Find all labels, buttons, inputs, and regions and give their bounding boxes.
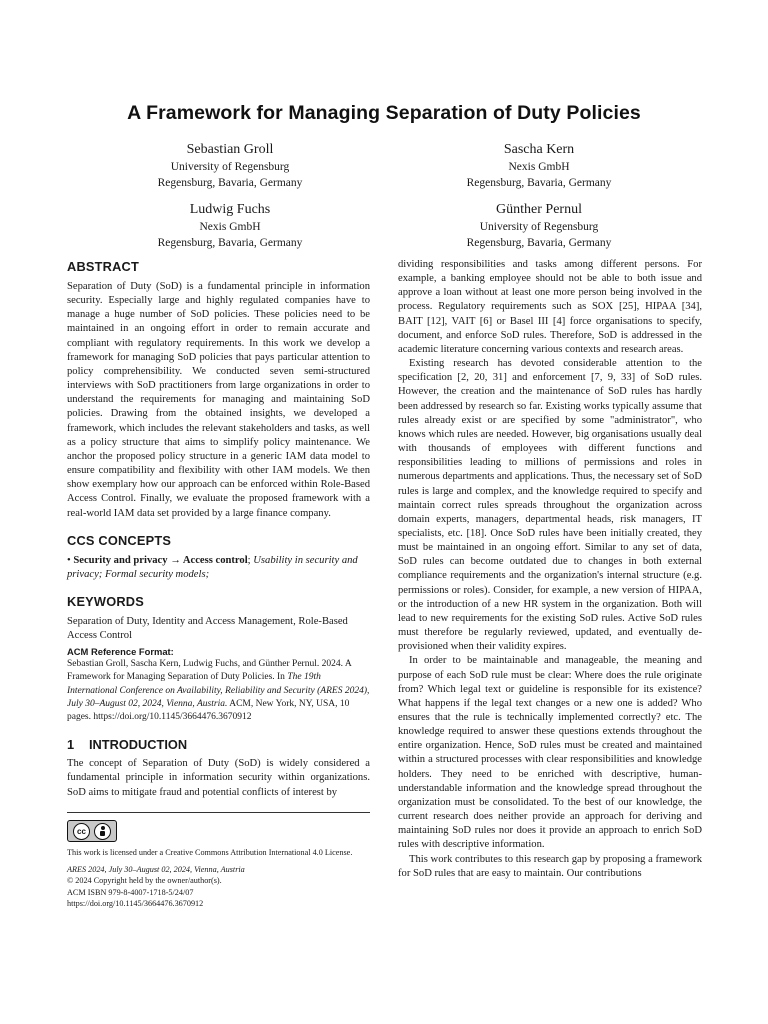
isbn-text: ACM ISBN 979-8-4007-1718-5/24/07 (67, 887, 194, 897)
footnote-block (67, 812, 370, 909)
doi-link[interactable]: https://doi.org/10.1145/3664476.3670912 (67, 898, 204, 908)
ccs-bullet: • (67, 554, 71, 566)
ccs-heading: CCS CONCEPTS (67, 532, 172, 548)
author-location: Regensburg, Bavaria, Germany (466, 237, 612, 249)
author-block-3 (100, 200, 360, 251)
ccs-separator: ; (247, 554, 251, 566)
author-location: Regensburg, Bavaria, Germany (157, 237, 303, 249)
acm-reference-venue: The 19th International Conference on Availability, Reliability and Security (ARES 2024), July 30–August 02, 2024, Vienna, Austria. (67, 672, 370, 709)
attribution-icon (94, 823, 111, 840)
left-column (67, 258, 370, 800)
author-block-4 (409, 200, 669, 251)
author-affiliation: Nexis GmbH (508, 161, 570, 173)
author-affiliation: Nexis GmbH (199, 221, 261, 233)
section-title: INTRODUCTION (89, 737, 188, 753)
paper-title: A Framework for Managing Separation of Duty Policies (127, 102, 641, 124)
body-paragraph: Existing research has devoted considerable attention to the specification [2, 20, 31] and enforcement [7, 9, 33] of SoD rules. However, the creation and the maintenance of SoD rules has hardly been addressed by research so far. Existing works typically assume that rules already exist or are specified by some "administrator", who knows which rules are needed. However, big organisations usually deal with thousands of employees with different functions and responsibilities leading to millions of permissions and roles in numerous departments and applications. Thus, the necessary set of SoD rules is large and complex, and the knowledge required to specify and maintain correct rules spreads throughout the organization across domain experts, managers, departmental heads, risk managers, IT specialists, etc. [18]. Once SoD rules have been initially created, they must be maintained in an ongoing effort. Similar to any set of data, SoD rules can become outdated due to changes in both external compliance requirements and the organization's internal structure (e.g. permissions or roles). Consider, for example, a new version of HIPAA, or the introduction of a new HR system in the organization. Both will lead to new requirements for the existing SoD rules. Active SoD rules must therefore be regularly reviewed, updated, and eventually de-provisioned when their validity expires. (398, 358, 702, 653)
author-location: Regensburg, Bavaria, Germany (157, 177, 303, 189)
body-paragraph: In order to be maintainable and manageable, the meaning and purpose of each SoD rule must be clear: Where does the rule originate from? Which legal text or guideline is responsible for its existence? What happens if the legal text changes or a new one is added? Who ensures that the rule is technically implemented correctly? etc. The knowledge required to answer these questions extends throughout the entire organization. Hence, SoD rules must be created and maintained within a structured processes with clear responsibilities and knowledge holders. They need to be enriched with descriptive, human-understandable information and the knowledge spread throughout the organization must be consolidated. To the best of our knowledge, the current research does neither provide an approach for deriving and maintaining SoD rules nor does it provide an approach to enrich SoD rules with descriptive information. (398, 655, 702, 851)
keywords-text: Separation of Duty, Identity and Access Management, Role-Based Access Control (67, 615, 348, 642)
abstract-heading: ABSTRACT (67, 259, 139, 274)
author-name: Ludwig Fuchs (189, 202, 271, 217)
author-affiliation: University of Regensburg (170, 161, 290, 173)
author-name: Sebastian Groll (186, 142, 274, 157)
cc-icon: cc (73, 823, 90, 840)
keywords-heading: KEYWORDS (67, 593, 144, 609)
acm-reference-heading: ACM Reference Format: (67, 646, 174, 658)
author-block-2 (409, 140, 669, 191)
author-affiliation: University of Regensburg (479, 221, 599, 233)
body-paragraph: This work contributes to this research gap by proposing a framework for SoD rules that are easy to maintain. Our contributions (398, 853, 702, 879)
license-text: This work is licensed under a Creative Commons Attribution International 4.0 License. (67, 848, 353, 857)
introduction-heading (67, 736, 370, 754)
cc-license-badge[interactable] (67, 820, 117, 842)
author-location: Regensburg, Bavaria, Germany (466, 177, 612, 189)
ccs-concept: Security and privacy → Access control (73, 554, 248, 566)
section-number: 1 (67, 737, 75, 753)
ccs-subconcepts: Usability in security and privacy; Formal security models; (67, 554, 358, 580)
conference-info: ARES 2024, July 30–August 02, 2024, Vienna, Austria (67, 865, 245, 875)
author-name: Günther Pernul (496, 202, 582, 217)
ccs-text (67, 554, 370, 582)
acm-reference-publisher: ACM, New York, NY, USA, 10 pages. https://doi.org/10.1145/3664476.3670912 (67, 698, 350, 723)
author-block-1 (100, 140, 360, 191)
right-column (398, 258, 702, 881)
acm-reference-authors: Sebastian Groll, Sascha Kern, Ludwig Fuchs, and Günther Pernul. 2024. A Framework for Managing Separation of Duty Policies. In (67, 659, 352, 683)
introduction-text: The concept of Separation of Duty (SoD) is widely considered a fundamental principle in information security within organizations. SoD aims to mitigate fraud and potential conflicts of interest by (67, 758, 370, 798)
acm-reference-text (67, 658, 370, 724)
copyright-text: © 2024 Copyright held by the owner/author(s). (67, 876, 222, 886)
footnote-rule (67, 812, 370, 813)
author-name: Sascha Kern (503, 142, 575, 157)
body-paragraph: dividing responsibilities and tasks among different persons. For example, a banking employee should not be able to both issue and approve a loan without at least one more person being involved in the process. Regulatory requirements such as SOX [25], HIPAA [34], BAIT [12], VAIT [6] or Basel III [4] force organisations to specify, document, and enforce SoD rules. Therefore, SoD is addressed in the academic literature concerning various contexts and research areas. (398, 259, 702, 355)
abstract-text: Separation of Duty (SoD) is a fundamental principle in information security. Especially large and highly regulated companies have to manage a huge number of SoD policies. These policies need to be maintained in an ongoing effort in order to remain accurate and compliant with regulatory requirements. In this work we develop a framework for managing SoD policies that pays particular attention to policy comprehensibility. We conducted seven semi-structured interviews with SoD practitioners from large organizations in order to understand the requirements for managing and maintaining SoD policies. Drawing from the obtained insights, we developed a framework, which includes the relevant stakeholders and tasks, as well as a policy structure that aims to simplify policy maintenance. We anchor the proposed policy structure in a generic IAM data model to ensure compatibility and flexibility with other IAM models. We then show exemplary how our approach can be enforced within Role-Based Access Control. Finally, we evaluate the proposed framework with a real-world IAM data set provided by a large finance company. (67, 281, 370, 519)
